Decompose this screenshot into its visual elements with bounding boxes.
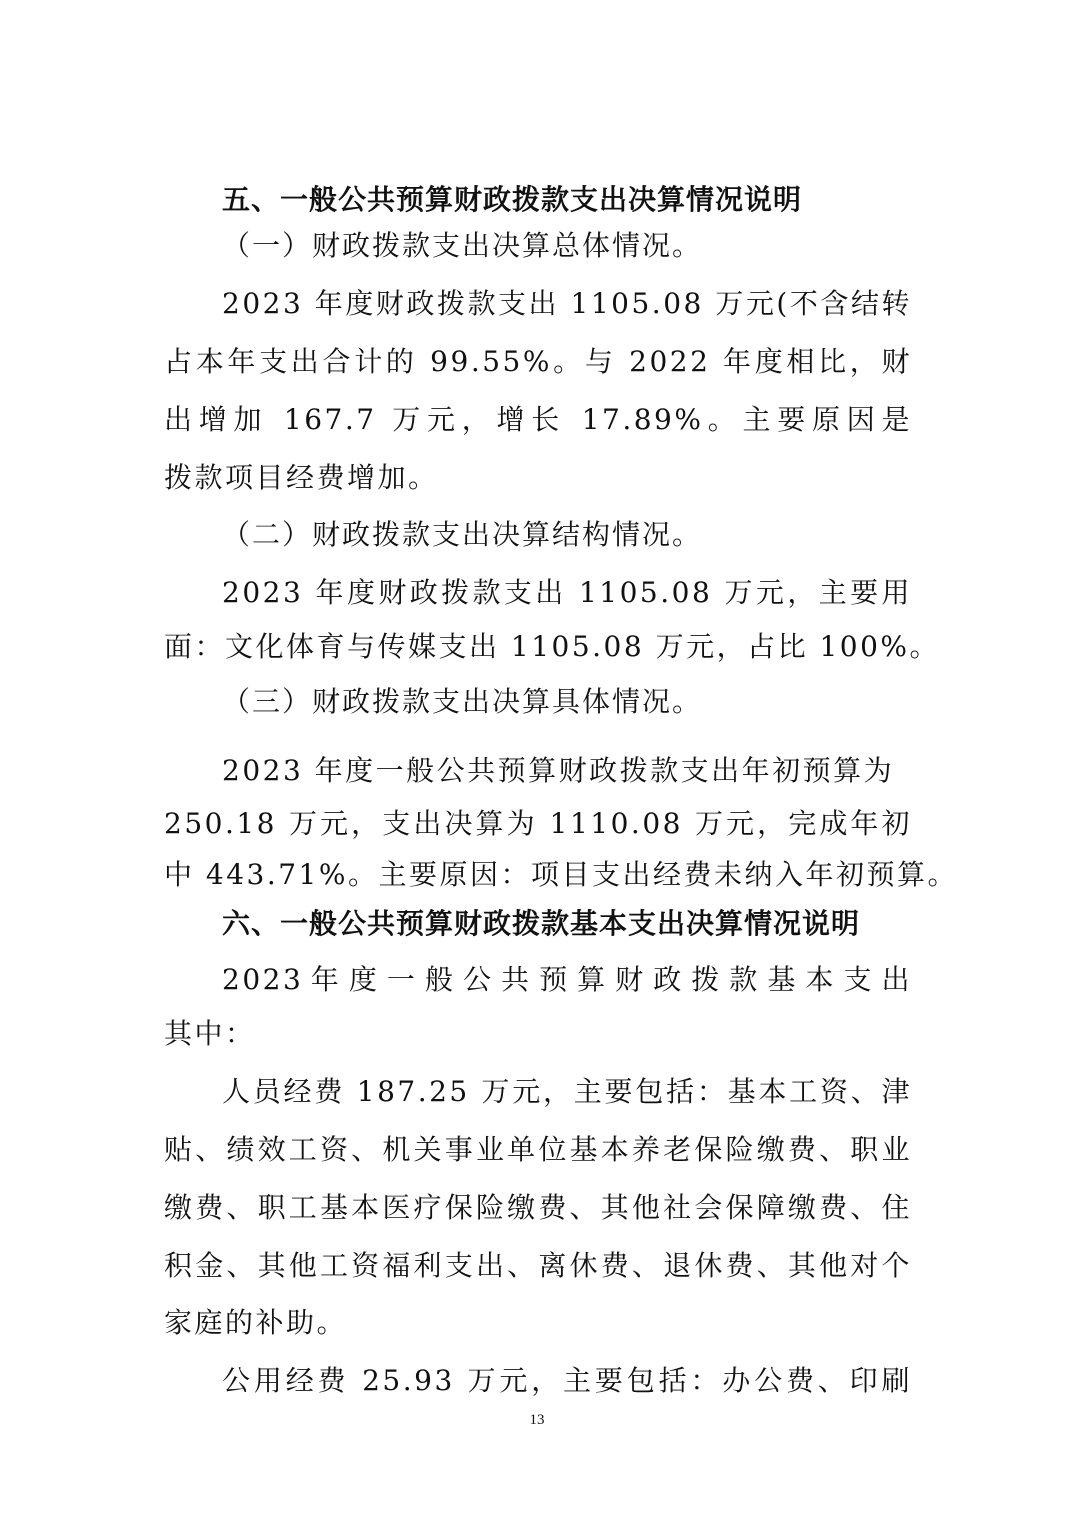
paragraph-line: 2023 年度一般公共预算财政拨款支出年初预算为 bbox=[222, 754, 895, 787]
paragraph-line: 中 443.71%。主要原因：项目支出经费未纳入年初预算。 bbox=[164, 858, 958, 891]
paragraph-line: 缴费、职工基本医疗保险缴费、其他社会保障缴费、住 bbox=[164, 1191, 912, 1224]
paragraph-line: 其中： bbox=[164, 1017, 256, 1050]
paragraph-line: 250.18 万元，支出决算为 1110.08 万元，完成年初 bbox=[164, 807, 912, 840]
paragraph-line: 拨款项目经费增加。 bbox=[164, 461, 439, 494]
page-number: 13 bbox=[529, 1412, 545, 1428]
subheading-3: （三）财政拨款支出决算具体情况。 bbox=[222, 685, 703, 718]
subheading-2: （二）财政拨款支出决算结构情况。 bbox=[222, 518, 703, 551]
paragraph-line: 家庭的补助。 bbox=[164, 1306, 348, 1339]
paragraph-line: 贴、绩效工资、机关事业单位基本养老保险缴费、职业 bbox=[164, 1133, 912, 1166]
paragraph-line: 人员经费 187.25 万元，主要包括：基本工资、津 bbox=[222, 1075, 912, 1108]
section-heading-6: 六、一般公共预算财政拨款基本支出决算情况说明 bbox=[222, 907, 861, 940]
paragraph-line: 积金、其他工资福利支出、离休费、退休费、其他对个 bbox=[164, 1249, 912, 1282]
paragraph-line: 出增加 167.7 万元，增长 17.89%。主要原因是 bbox=[164, 403, 912, 436]
paragraph-line: 2023 年度财政拨款支出 1105.08 万元(不含结转 bbox=[222, 287, 912, 320]
subheading-1: （一）财政拨款支出决算总体情况。 bbox=[222, 229, 703, 262]
section-heading-5: 五、一般公共预算财政拨款支出决算情况说明 bbox=[222, 183, 803, 216]
paragraph-line: 2023年度一般公共预算财政拨款基本支出 bbox=[222, 963, 912, 996]
paragraph-line: 公用经费 25.93 万元，主要包括：办公费、印刷 bbox=[222, 1364, 912, 1397]
paragraph-line: 2023 年度财政拨款支出 1105.08 万元，主要用 bbox=[222, 576, 912, 609]
paragraph-line: 面：文化体育与传媒支出 1105.08 万元，占比 100%。 bbox=[164, 630, 941, 663]
paragraph-line: 占本年支出合计的 99.55%。与 2022 年度相比，财 bbox=[164, 345, 912, 378]
